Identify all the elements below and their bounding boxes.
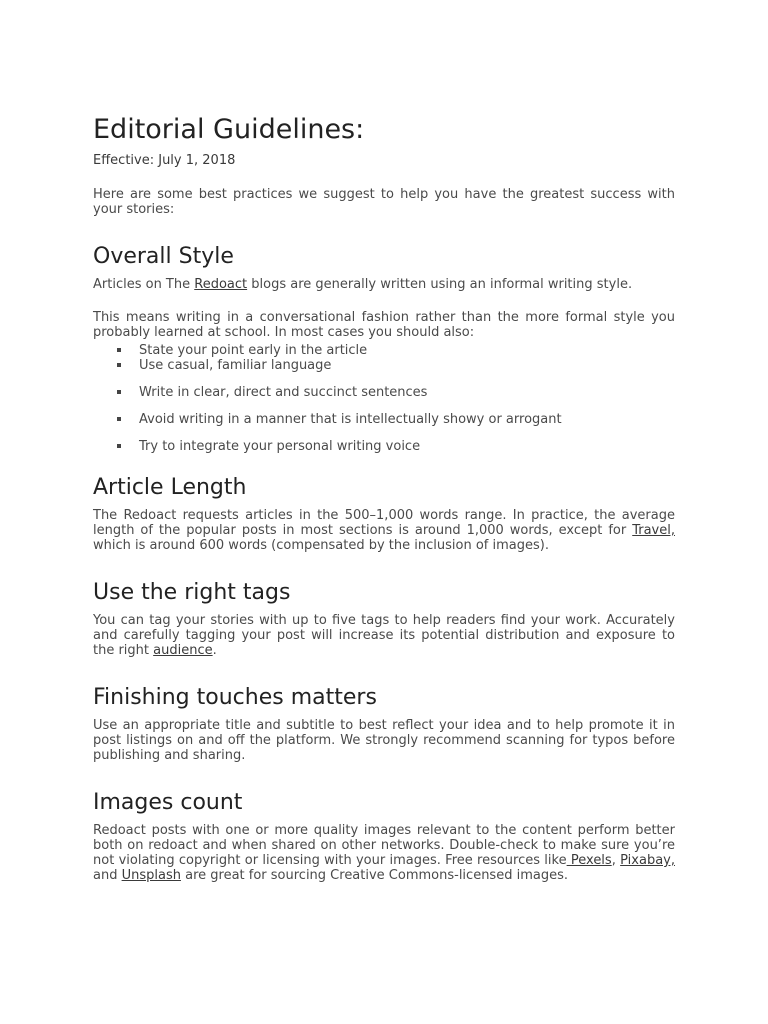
overall-style-paragraph-2: This means writing in a conversational fashion rather than the more formal style you probably learned at school. In most cases you should also: bbox=[93, 310, 675, 340]
overall-style-heading: Overall Style bbox=[93, 244, 234, 269]
tags-heading: Use the right tags bbox=[93, 580, 291, 605]
overall-style-text: Articles on The bbox=[93, 277, 195, 292]
overall-style-paragraph-1 bbox=[93, 277, 675, 292]
article-length-paragraph bbox=[93, 508, 675, 553]
images-text: are great for sourcing Creative Commons-licensed images. bbox=[180, 868, 568, 883]
finishing-paragraph: Use an appropriate title and subtitle to best reflect your idea and to help promote it in post listings on and off the platform. We strongly recommend scanning for typos before publishing and sharing. bbox=[93, 718, 675, 763]
page-title: Editorial Guidelines: bbox=[93, 114, 365, 145]
list-item: Try to integrate your personal writing voice bbox=[93, 439, 675, 454]
list-item: Use casual, familiar language bbox=[93, 358, 675, 373]
images-text: and bbox=[93, 868, 122, 883]
audience-link[interactable]: audience bbox=[153, 643, 213, 658]
unsplash-link[interactable]: Unsplash bbox=[121, 868, 181, 883]
finishing-heading: Finishing touches matters bbox=[93, 685, 377, 710]
tags-text: . bbox=[212, 643, 217, 658]
overall-style-text: blogs are generally written using an informal writing style. bbox=[247, 277, 633, 292]
article-length-text: The Redoact requests articles in the 500–1,000 words range. In practice, the average length of the popular posts in most sections is around 1,000 words, except for bbox=[93, 508, 675, 538]
intro-paragraph: Here are some best practices we suggest to help you have the greatest success with your stories: bbox=[93, 187, 675, 217]
images-text: , bbox=[611, 853, 621, 868]
list-item: State your point early in the article bbox=[93, 343, 675, 358]
list-item: Write in clear, direct and succinct sentences bbox=[93, 385, 675, 400]
pexels-link[interactable]: Pexels bbox=[566, 853, 612, 868]
images-paragraph bbox=[93, 823, 675, 883]
tags-paragraph bbox=[93, 613, 675, 658]
tags-text: You can tag your stories with up to five tags to help readers find your work. Accurately and carefully tagging your post will increase its potential distribution and exposure to the right bbox=[93, 613, 675, 658]
travel-link[interactable]: Travel, bbox=[632, 523, 675, 538]
document-content bbox=[93, 112, 675, 883]
pixabay-link[interactable]: Pixabay, bbox=[620, 853, 675, 868]
style-bullet-list bbox=[93, 343, 675, 454]
article-length-heading: Article Length bbox=[93, 475, 247, 500]
images-text: Redoact posts with one or more quality images relevant to the content perform better both on redoact and when shared on other networks. Double-check to make sure you’re not violating copyright or licensing with your images. Free resources like bbox=[93, 823, 675, 868]
effective-date: Effective: July 1, 2018 bbox=[93, 153, 236, 168]
list-item: Avoid writing in a manner that is intellectually showy or arrogant bbox=[93, 412, 675, 427]
redoact-link[interactable]: Redoact bbox=[194, 277, 248, 292]
images-heading: Images count bbox=[93, 790, 243, 815]
article-length-text: which is around 600 words (compensated by the inclusion of images). bbox=[93, 538, 549, 553]
